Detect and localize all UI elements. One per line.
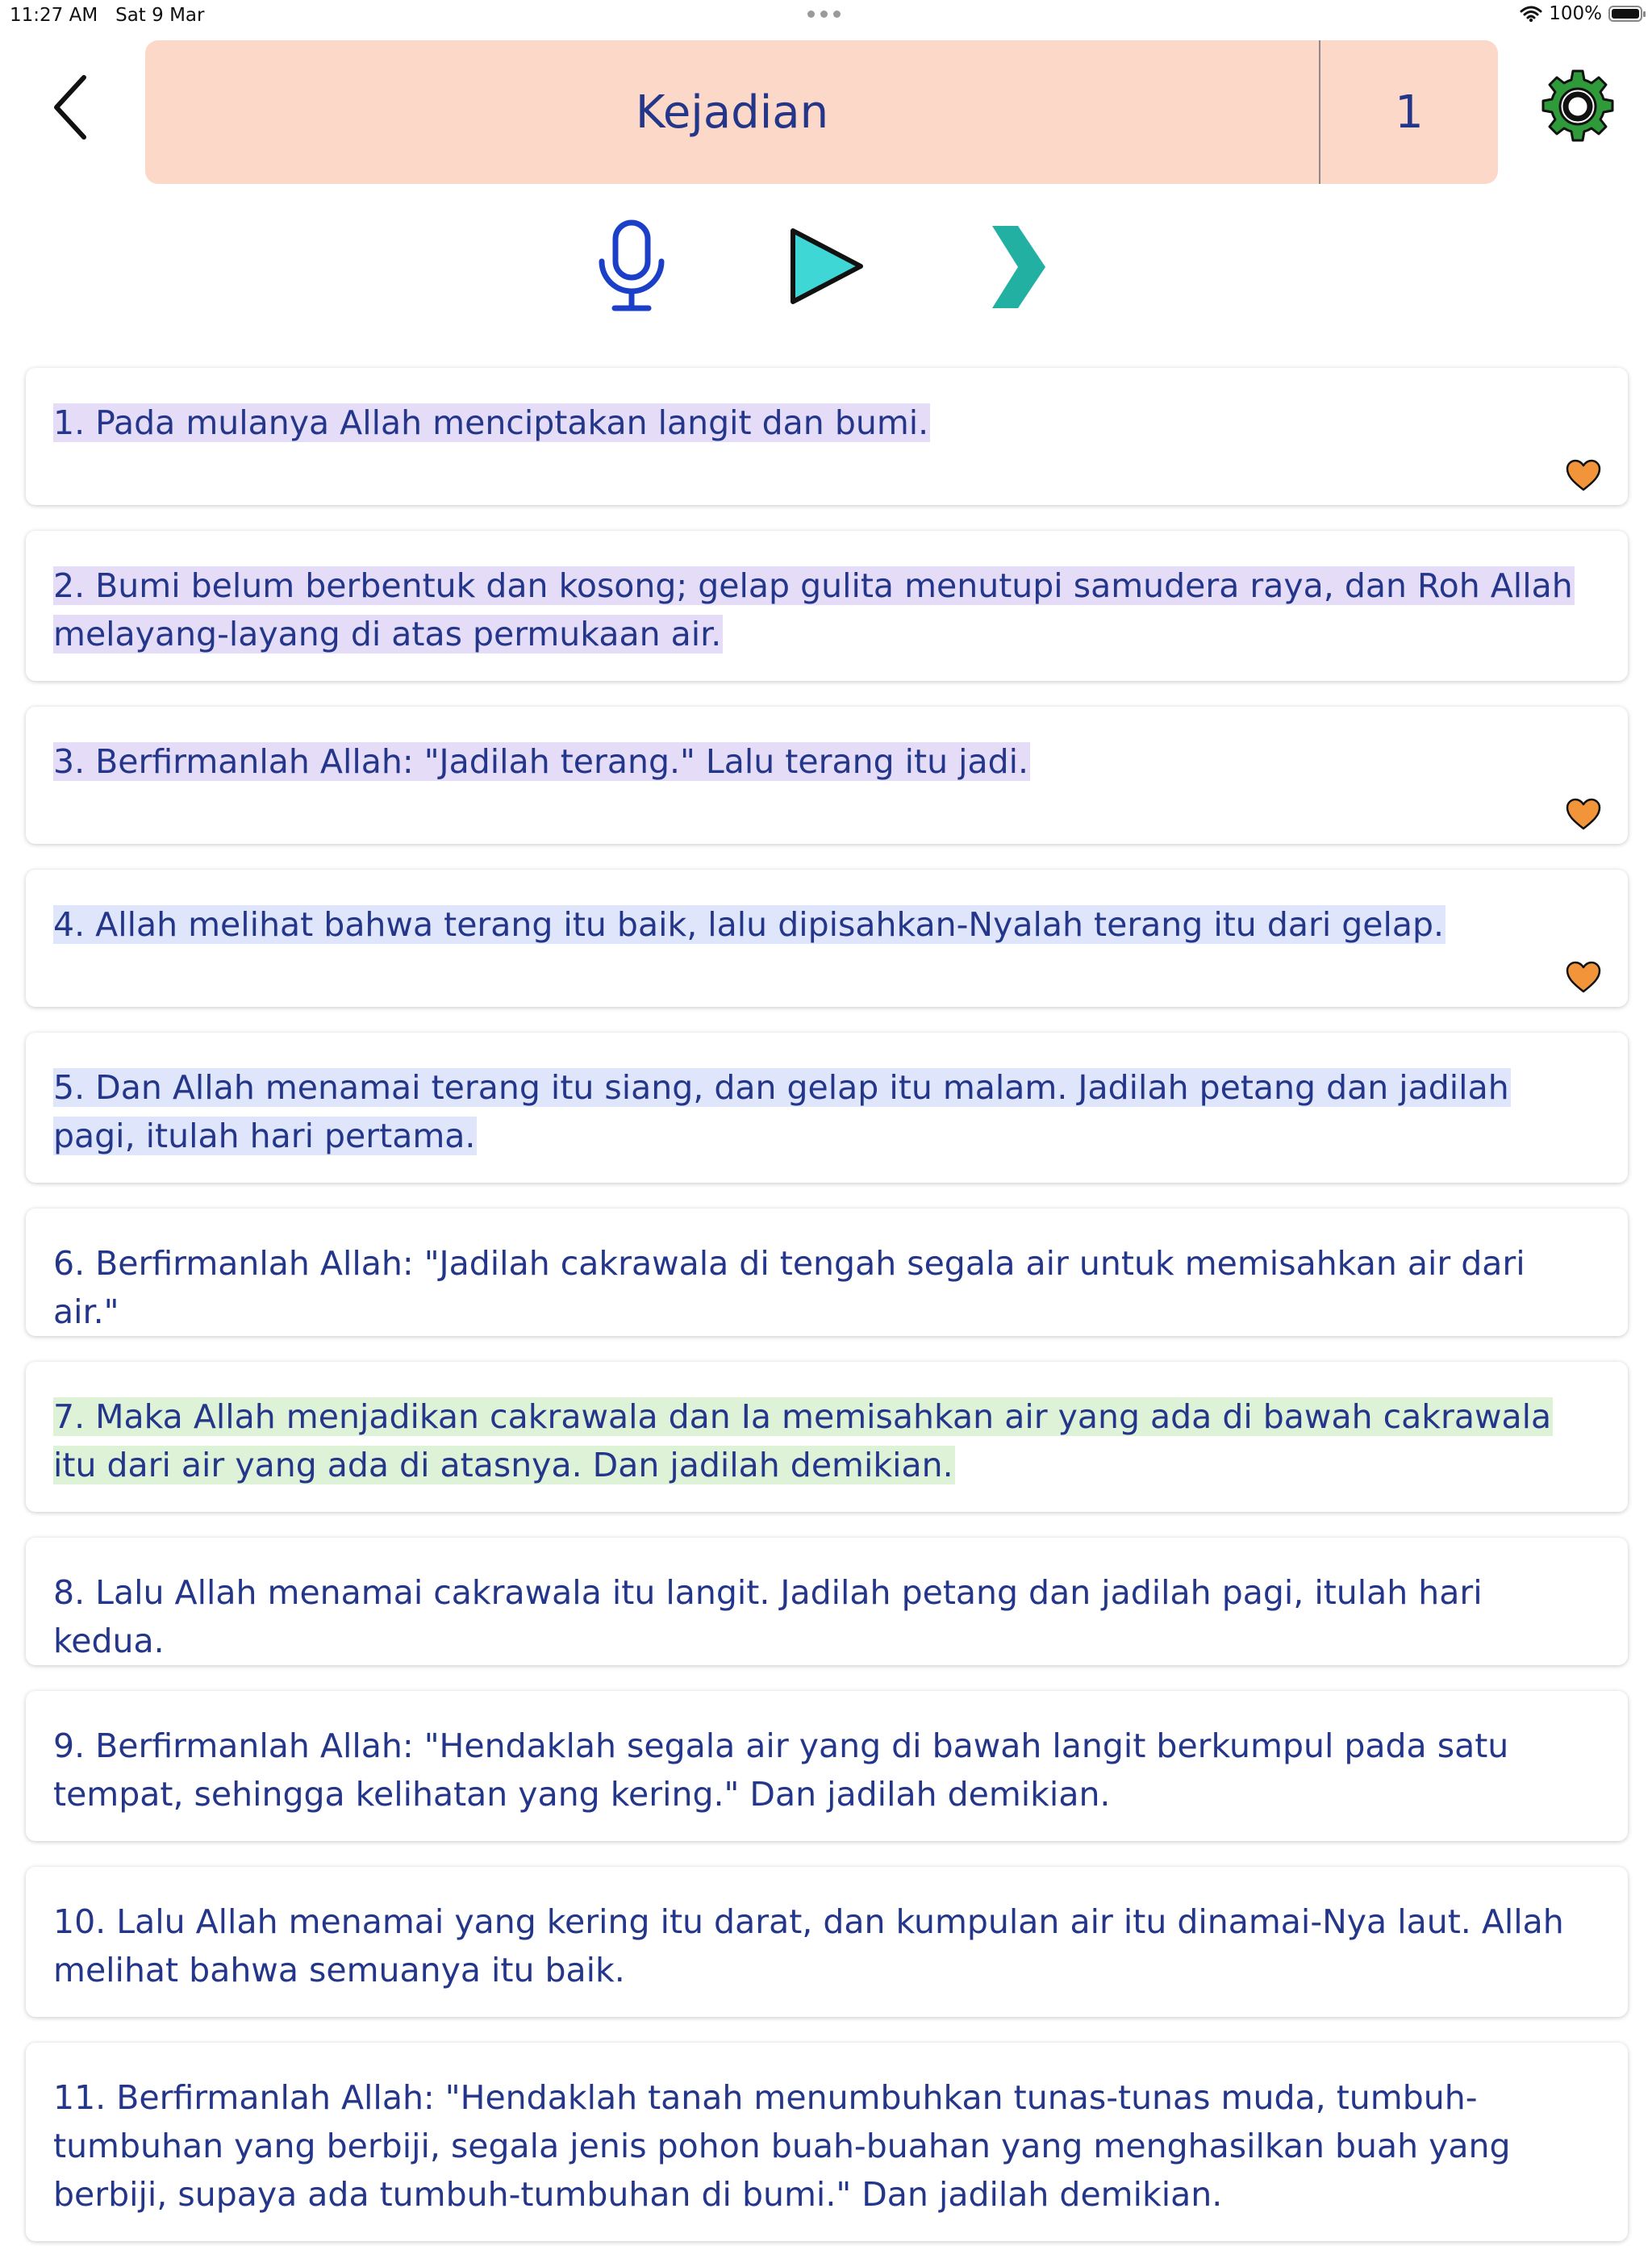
verse-text-content: 3. Berfirmanlah Allah: "Jadilah terang." Lalu terang itu jadi. [53,742,1029,781]
verse-text-content: 5. Dan Allah menamai terang itu siang, dan gelap itu malam. Jadilah petang dan jadilah pagi, itulah hari pertama. [53,1068,1509,1155]
wifi-icon [1520,5,1542,23]
verse-card[interactable] [26,1033,1628,1183]
next-chevron-icon[interactable] [986,223,1050,311]
microphone-icon[interactable] [595,219,668,313]
verse-card[interactable] [26,870,1628,1007]
play-icon[interactable] [786,226,867,307]
verse-text [53,399,1600,447]
verse-text-content: 8. Lalu Allah menamai cakrawala itu langit. Jadilah petang dan jadilah pagi, itulah hari kedua. [53,1573,1483,1660]
verse-card[interactable] [26,368,1628,505]
verse-text-content: 6. Berfirmanlah Allah: "Jadilah cakrawala di tengah segala air untuk memisahkan air dari air." [53,1244,1525,1331]
verse-text [53,562,1600,658]
book-selector[interactable]: Kejadian [635,86,829,139]
title-bar [145,40,1498,184]
verse-card[interactable] [26,1691,1628,1841]
verse-card[interactable] [26,2043,1628,2241]
verse-text [53,1722,1600,1818]
verse-text-content: 4. Allah melihat bahwa terang itu baik, lalu dipisahkan-Nyalah terang itu dari gelap. [53,905,1445,944]
verse-text-content: 7. Maka Allah menjadikan cakrawala dan Ia memisahkan air yang ada di bawah cakrawala itu dari air yang ada di atasnya. Dan jadilah demikian. [53,1397,1552,1484]
verse-card[interactable] [26,707,1628,844]
verse-card[interactable] [26,1538,1628,1665]
verse-text [53,1568,1600,1665]
battery-percent: 100% [1549,3,1602,24]
chapter-selector[interactable]: 1 [1395,86,1424,139]
verse-text-content: 11. Berfirmanlah Allah: "Hendaklah tanah menumbuhkan tunas-tunas muda, tumbuh-tumbuhan yang berbiji, segala jenis pohon buah-buahan yang menghasilkan buah yang berbiji, supaya ada tumbuh-tumbuhan di bumi." Dan jadilah demikian. [53,2078,1511,2214]
status-bar [0,0,1652,32]
verse-card[interactable] [26,531,1628,681]
verse-card[interactable] [26,1867,1628,2017]
verse-text [53,1392,1600,1489]
verse-text [53,737,1600,786]
verse-text [53,900,1600,949]
verse-text-content: 9. Berfirmanlah Allah: "Hendaklah segala air yang di bawah langit berkumpul pada satu tempat, sehingga kelihatan yang kering." Dan jadilah demikian. [53,1726,1509,1814]
verse-text [53,2073,1600,2219]
multitasking-dots-icon[interactable] [807,10,841,18]
verse-card[interactable] [26,1362,1628,1512]
back-chevron-icon[interactable] [48,71,97,144]
heart-icon[interactable] [1565,797,1602,831]
verse-text-content: 10. Lalu Allah menamai yang kering itu darat, dan kumpulan air itu dinamai-Nya laut. Allah melihat bahwa semuanya itu baik. [53,1902,1564,1989]
gear-icon[interactable] [1537,66,1618,147]
verse-text-content: 2. Bumi belum berbentuk dan kosong; gelap gulita menutupi samudera raya, dan Roh Allah melayang-layang di atas permukaan air. [53,566,1573,653]
verse-list[interactable] [26,368,1628,2267]
verse-text [53,1239,1600,1336]
heart-icon[interactable] [1565,960,1602,994]
status-time: 11:27 AM Sat 9 Mar [10,5,205,26]
audio-controls [0,218,1652,315]
verse-card[interactable] [26,1209,1628,1336]
battery-icon [1608,6,1642,22]
verse-text [53,1898,1600,1994]
heart-icon[interactable] [1565,458,1602,492]
verse-text-content: 1. Pada mulanya Allah menciptakan langit dan bumi. [53,403,929,442]
verse-text [53,1063,1600,1160]
